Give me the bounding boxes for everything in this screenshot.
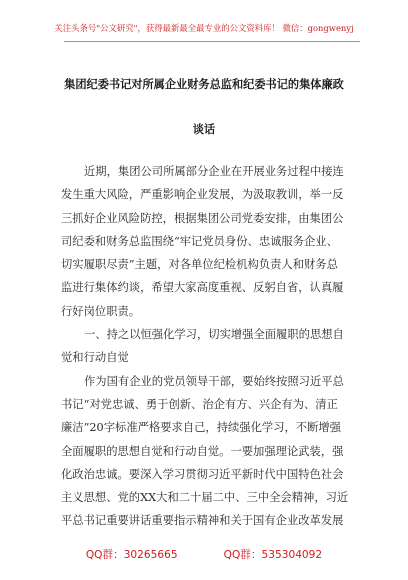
document-title-line-1: 集团纪委书记对所属企业财务总监和纪委书记的集体廉政 (64, 78, 344, 91)
body-line-10: 作为国有企业的党员领导干部，要始终按照习近平总 (84, 374, 344, 388)
header-banner: 关注头条号"公文研究"，获得最新最全最专业的公文资料库！ 微信：gongwenyj (54, 23, 354, 33)
body-line-11: 书记“对党忠诚、勇于创新、治企有方、兴企有为、清正 (61, 397, 338, 411)
footer-qq-group-2: QQ群：535304092 (223, 549, 323, 561)
footer-contact (0, 547, 408, 562)
body-line-14: 化政治忠诚。要深入学习贯彻习近平新时代中国特色社会 (61, 467, 344, 481)
body-line-2: 发生重大风险，严重影响企业发展，为汲取教训，举一反 (61, 188, 344, 202)
body-line-12: 廉洁”20字标准严格要求自己，持续强化学习，不断增强 (61, 421, 341, 435)
body-line-6: 监进行集体约谈，希望大家高度重视、反躬自省，认真履 (61, 281, 344, 295)
body-line-1: 近期，集团公司所属部分企业在开展业务过程中接连 (84, 165, 344, 178)
section-heading-line-2: 觉和行动自觉 (61, 351, 129, 365)
body-line-3: 三抓好企业风险防控，根据集团公司党委安排，由集团公 (61, 211, 344, 225)
body-line-15: 主义思想、党的XX大和二十届二中、三中全会精神，习近 (61, 491, 349, 505)
body-line-7: 行好岗位职责。 (61, 304, 141, 318)
footer-qq-group-1: QQ群：30265665 (85, 549, 178, 561)
header-divider (64, 41, 360, 42)
body-line-16: 平总书记重要讲话重要指示精神和关于国有企业改革发展 (61, 514, 344, 528)
body-line-13: 全面履职的思想自觉和行动自觉。一要加强理论武装，强 (61, 444, 344, 458)
body-line-5: 切实履职尽责”主题，对各单位纪检机构负责人和财务总 (61, 258, 338, 272)
document-body (61, 160, 351, 533)
document-title-line-2: 谈话 (192, 123, 216, 136)
body-line-4: 司纪委和财务总监围绕“牢记党员身份、忠诚服务企业、 (61, 234, 338, 248)
section-heading-line-1: 一、持之以恒强化学习，切实增强全面履职的思想自 (84, 328, 344, 342)
